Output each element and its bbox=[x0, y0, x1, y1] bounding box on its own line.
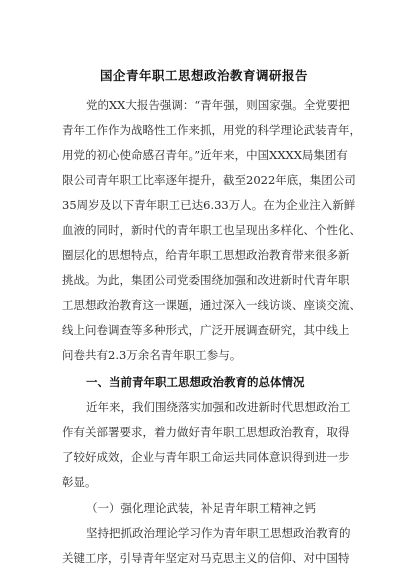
intro-line: 圈层化的思想特点，给青年职工思想政治教育带来很多新 bbox=[62, 248, 350, 262]
section-line: 作有关部署要求，着力做好青年职工思想政治教育，取得 bbox=[62, 425, 350, 439]
subsection-line: 坚持把抓政治理论学习作为青年职工思想政治教育的 bbox=[86, 526, 351, 540]
intro-line: 青年工作作为战略性工作来抓，用党的科学理论武装青年， bbox=[62, 123, 361, 137]
section-line: 彰显。 bbox=[62, 475, 97, 489]
intro-line: 挑战。为此，集团公司党委围绕加强和改进新时代青年职 bbox=[62, 273, 350, 287]
intro-line: 党的XX大报告强调：“青年强，则国家强。全党要把 bbox=[86, 98, 350, 112]
section-line: 近年来，我们围绕落实加强和改进新时代思想政治工 bbox=[86, 400, 351, 414]
section-heading: 一、当前青年职工思想政治教育的总体情况 bbox=[86, 375, 305, 389]
intro-line: 血液的同时，新时代的青年职工也呈现出多样化、个性化、 bbox=[62, 223, 361, 237]
subsection-heading: （一）强化理论武装，补足青年职工精神之钙 bbox=[86, 501, 316, 515]
intro-line: 用党的初心使命感召青年。”近年来，中国XXXX局集团有 bbox=[62, 148, 348, 162]
intro-line: 限公司青年职工比率逐年提升，截至2022年底，集团公司 bbox=[62, 173, 356, 187]
subsection-line: 关键工序，引导青年坚定对马克思主义的信仰、对中国特 bbox=[62, 551, 350, 565]
intro-line: 线上问卷调查等多种形式，广泛开展调查研究，其中线上 bbox=[62, 323, 350, 337]
intro-line: 问卷共有2.3万余名青年职工参与。 bbox=[62, 348, 242, 362]
document-title: 国企青年职工思想政治教育调研报告 bbox=[99, 68, 308, 83]
section-line: 了较好成效，企业与青年职工命运共同体意识得到进一步 bbox=[62, 450, 350, 464]
intro-line: 35周岁及以下青年职工已达6.33万人。在为企业注入新鲜 bbox=[62, 198, 356, 212]
intro-line: 工思想政治教育这一课题，通过深入一线访谈、座谈交流、 bbox=[62, 298, 361, 312]
